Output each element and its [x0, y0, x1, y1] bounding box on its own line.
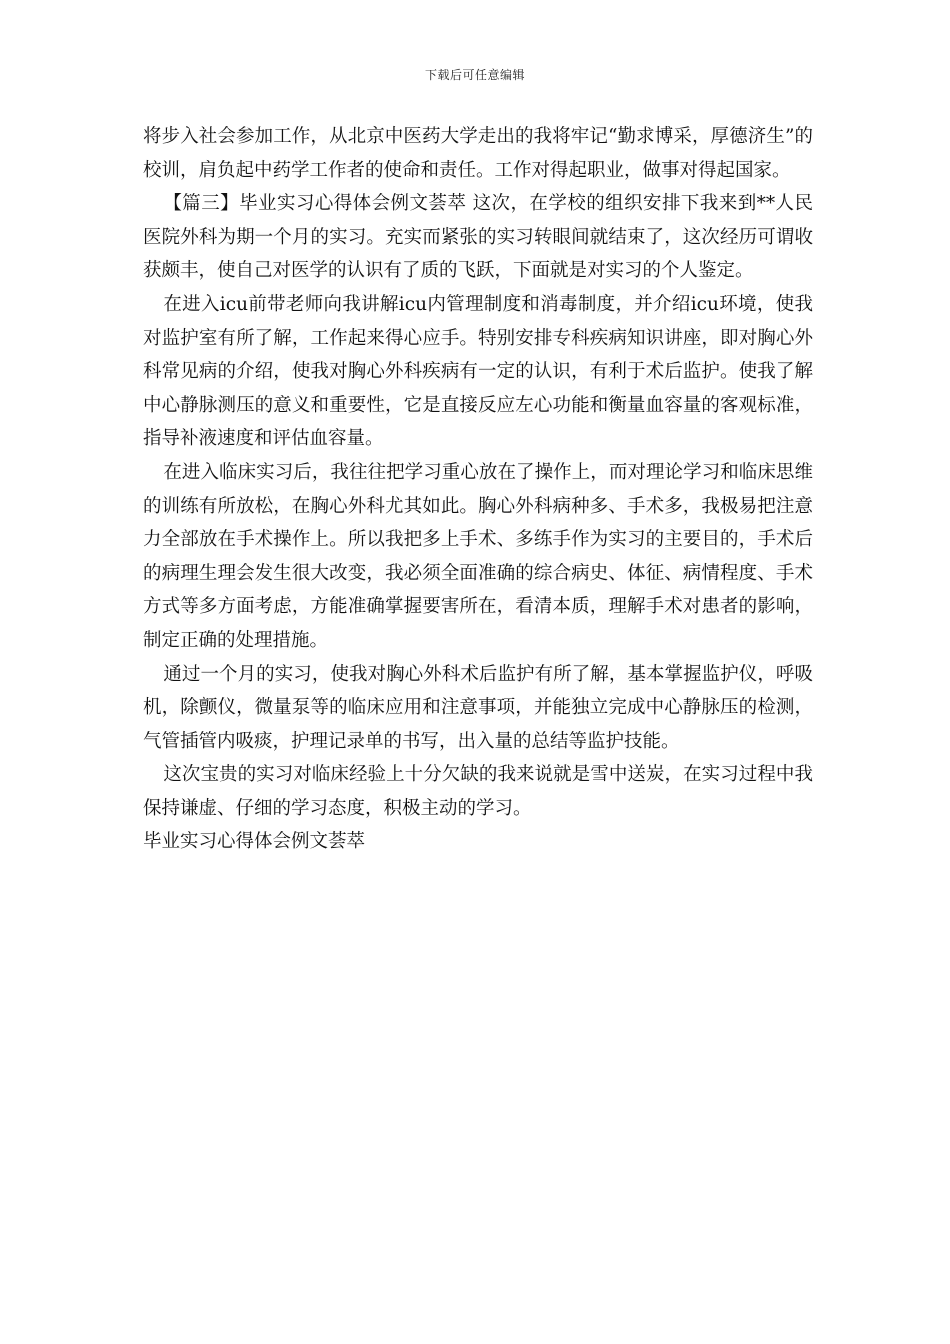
- paragraph-icu-training: 在进入icu前带老师向我讲解icu内管理制度和消毒制度，并介绍icu环境，使我对监护室有所了解，工作起来得心应手。特别安排专科疾病知识讲座，即对胸心外科常见病的介绍，使我对胸心外科疾病有一定的认识，有利于术后监护。使我了解中心静脉测压的意义和重要性，它是直接反应左心功能和衡量血容量的客观标准，指导补液速度和评估血容量。: [143, 293, 813, 450]
- closing-title: 毕业实习心得体会例文荟萃: [143, 831, 366, 853]
- paragraph-section-three-intro: 【篇三】毕业实习心得体会例文荟萃 这次，在学校的组织安排下我来到**人民医院外科为期一个月的实习。充实而紧张的实习转眼间就结束了，这次经历可谓收获颇丰，使自己对医学的认识有了质的飞跃，下面就是对实习的个人鉴定。: [143, 193, 813, 282]
- paragraph-clinical-practice: 在进入临床实习后，我往往把学习重心放在了操作上，而对理论学习和临床思维的训练有所放松，在胸心外科尤其如此。胸心外科病种多、手术多，我极易把注意力全部放在手术操作上。所以我把多上手术、多练手作为实习的主要目的，手术后的病理生理会发生很大改变，我必须全面准确的综合病史、体征、病情程度、手术方式等多方面考虑，方能准确掌握要害所在，看清本质，理解手术对患者的影响，制定正确的处理措施。: [143, 461, 813, 651]
- document-body: [143, 120, 813, 859]
- paragraph-monitoring-skills: 通过一个月的实习，使我对胸心外科术后监护有所了解，基本掌握监护仪，呼吸机，除颤仪，微量泵等的临床应用和注意事项，并能独立完成中心静脉压的检测，气管插管内吸痰，护理记录单的书写，出入量的总结等监护技能。: [143, 663, 813, 752]
- paragraph-continuation: 将步入社会参加工作，从北京中医药大学走出的我将牢记“勤求博采，厚德济生”的校训，肩负起中药学工作者的使命和责任。工作对得起职业，做事对得起国家。: [143, 126, 813, 181]
- page-header: 下载后可任意编辑: [424, 68, 525, 82]
- paragraph-conclusion: 这次宝贵的实习对临床经验上十分欠缺的我来说就是雪中送炭，在实习过程中我保持谦虚、仔细的学习态度，积极主动的学习。: [143, 764, 813, 819]
